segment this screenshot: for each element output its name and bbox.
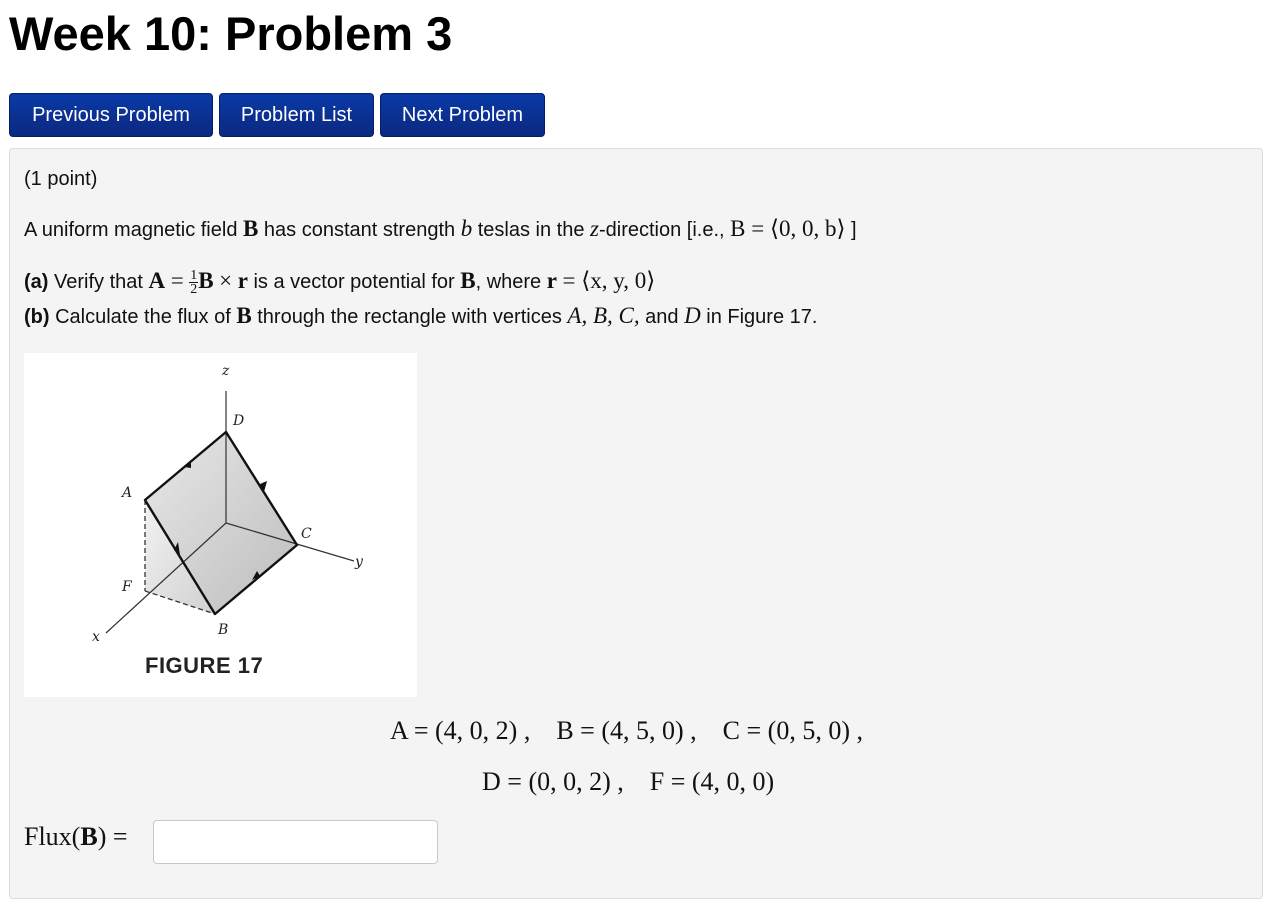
problem-list-button[interactable]: Problem List — [219, 93, 374, 137]
previous-problem-button[interactable]: Previous Problem — [9, 93, 213, 137]
rectangle-diagram — [24, 353, 417, 697]
figure-17 — [24, 353, 417, 697]
coord-F: F = (4, 0, 0) — [649, 767, 775, 796]
problem-panel — [9, 148, 1263, 899]
intro-text: -direction [i.e., — [598, 219, 731, 241]
part-a-text: , where — [475, 271, 547, 293]
figure-caption: FIGURE 17 — [145, 653, 264, 678]
math-B: B — [243, 216, 259, 241]
fraction-numerator: 1 — [190, 268, 198, 284]
coord-C: C = (0, 5, 0) , — [722, 716, 863, 745]
next-problem-button[interactable]: Next Problem — [380, 93, 545, 137]
points-label: (1 point) — [24, 168, 98, 190]
label-D: D — [233, 413, 245, 429]
coord-A: A = (4, 0, 2) , — [390, 716, 531, 745]
flux-label-text: Flux( — [24, 822, 81, 851]
math-r: r — [546, 268, 557, 293]
label-A: A — [122, 485, 133, 501]
part-a-text: is a vector potential for — [247, 271, 461, 293]
part-b-text: through the rectangle with vertices — [251, 306, 568, 328]
math-B: B — [80, 822, 98, 851]
part-b-text: and — [639, 306, 685, 328]
math-B: B — [236, 303, 252, 328]
part-b-text: Calculate the flux of — [49, 306, 237, 328]
flux-label-text: ) = — [97, 822, 128, 851]
coordinates-line-1 — [390, 716, 863, 746]
flux-label — [24, 822, 128, 852]
coord-D: D = (0, 0, 2) , — [482, 767, 624, 796]
math-r: r — [237, 268, 248, 293]
problem-navigation — [9, 93, 545, 137]
intro-text: teslas in the — [472, 219, 591, 241]
flux-answer-input[interactable] — [153, 820, 438, 864]
label-x: x — [92, 629, 100, 645]
part-a-text: Verify that — [48, 271, 149, 293]
problem-intro — [24, 216, 857, 243]
math-r-equation: = ⟨x, y, 0⟩ — [562, 268, 656, 293]
label-C: C — [301, 526, 312, 542]
part-b-text: in Figure 17. — [700, 306, 818, 328]
part-b-label: (b) — [24, 306, 50, 328]
coord-B: B = (4, 5, 0) , — [556, 716, 697, 745]
coordinates-line-2 — [482, 767, 774, 797]
math-fraction-half — [189, 269, 198, 296]
label-z: z — [222, 363, 230, 379]
part-b — [24, 303, 817, 330]
intro-text: has constant strength — [258, 219, 461, 241]
math-vertices: A, B, C, — [567, 303, 640, 328]
math-B-equation: B = ⟨0, 0, b⟩ — [730, 216, 846, 241]
part-a-label: (a) — [24, 271, 49, 293]
math-B: B — [198, 268, 214, 293]
math-z: z — [590, 216, 599, 241]
math-b: b — [460, 216, 473, 241]
part-a — [24, 268, 655, 296]
math-cross: × — [219, 268, 233, 293]
math-equals: = — [170, 268, 184, 293]
fraction-denominator: 2 — [190, 282, 198, 298]
label-B: B — [218, 622, 229, 638]
math-A: A — [148, 268, 166, 293]
intro-text: ] — [845, 219, 857, 241]
label-F: F — [122, 579, 132, 595]
math-B: B — [460, 268, 476, 293]
arrow-DA — [184, 460, 191, 468]
intro-text: A uniform magnetic field — [24, 219, 243, 241]
math-D: D — [684, 303, 701, 328]
label-y: y — [355, 554, 363, 570]
page-title: Week 10: Problem 3 — [9, 7, 453, 60]
